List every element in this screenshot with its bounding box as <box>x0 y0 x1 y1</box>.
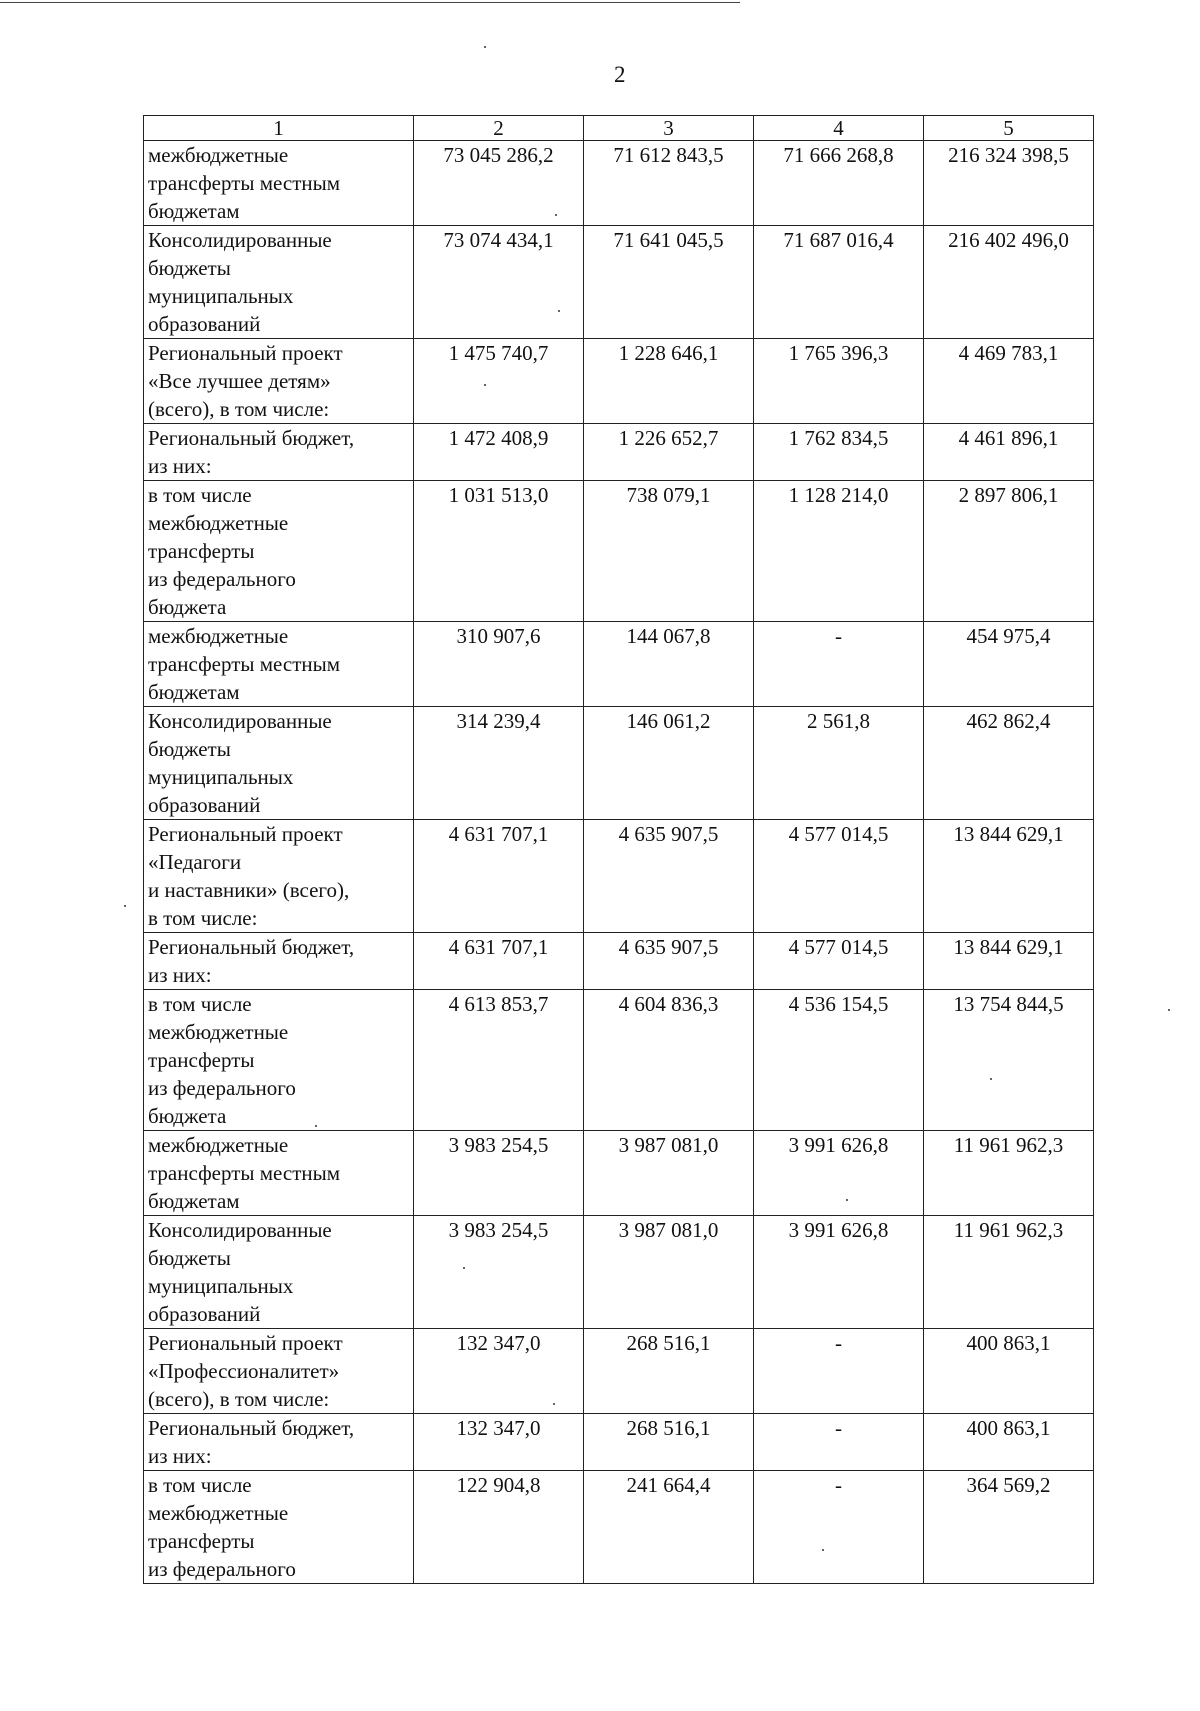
value-cell: 4 613 853,7 <box>414 990 584 1131</box>
value-cell: 3 983 254,5 <box>414 1216 584 1329</box>
value-cell: 364 569,2 <box>924 1471 1094 1584</box>
column-header: 5 <box>924 116 1094 141</box>
column-header: 2 <box>414 116 584 141</box>
value-cell: 4 604 836,3 <box>584 990 754 1131</box>
page-number: 2 <box>614 62 626 87</box>
scan-speck <box>484 384 486 386</box>
row-label: Региональный проект «Все лучшее детям» (всего), в том числе: <box>144 339 414 424</box>
row-label: Региональный бюджет, из них: <box>144 424 414 481</box>
row-label: в том числе межбюджетные трансферты из федерального бюджета <box>144 990 414 1131</box>
row-label: Консолидированные бюджеты муниципальных образований <box>144 1216 414 1329</box>
scan-speck <box>484 46 486 48</box>
table-row <box>144 622 1094 707</box>
value-cell: 2 561,8 <box>754 707 924 820</box>
value-cell: 462 862,4 <box>924 707 1094 820</box>
table-row <box>144 933 1094 990</box>
table-body <box>144 141 1094 1584</box>
scan-speck <box>555 214 557 216</box>
value-cell: 4 577 014,5 <box>754 933 924 990</box>
value-cell: 268 516,1 <box>584 1414 754 1471</box>
row-label: Консолидированные бюджеты муниципальных образований <box>144 226 414 339</box>
value-cell: 71 612 843,5 <box>584 141 754 226</box>
value-cell: - <box>754 1329 924 1414</box>
scan-speck <box>124 905 126 907</box>
value-cell: - <box>754 1471 924 1584</box>
value-cell: 13 754 844,5 <box>924 990 1094 1131</box>
value-cell: 241 664,4 <box>584 1471 754 1584</box>
value-cell: 1 762 834,5 <box>754 424 924 481</box>
table-row <box>144 820 1094 933</box>
value-cell: 3 987 081,0 <box>584 1216 754 1329</box>
value-cell: 3 983 254,5 <box>414 1131 584 1216</box>
value-cell: 146 061,2 <box>584 707 754 820</box>
value-cell: 4 536 154,5 <box>754 990 924 1131</box>
column-header: 3 <box>584 116 754 141</box>
value-cell: 73 074 434,1 <box>414 226 584 339</box>
value-cell: 268 516,1 <box>584 1329 754 1414</box>
value-cell: 4 461 896,1 <box>924 424 1094 481</box>
row-label: в том числе межбюджетные трансферты из федерального бюджета <box>144 481 414 622</box>
row-label: межбюджетные трансферты местным бюджетам <box>144 141 414 226</box>
table-row <box>144 1414 1094 1471</box>
scan-speck <box>990 1078 992 1080</box>
value-cell: 11 961 962,3 <box>924 1131 1094 1216</box>
value-cell: 13 844 629,1 <box>924 820 1094 933</box>
scan-speck <box>822 1549 824 1551</box>
column-header: 4 <box>754 116 924 141</box>
scan-speck <box>846 1199 848 1201</box>
table-row <box>144 990 1094 1131</box>
value-cell: 1 472 408,9 <box>414 424 584 481</box>
value-cell: 71 687 016,4 <box>754 226 924 339</box>
table-row <box>144 1471 1094 1584</box>
value-cell: 4 577 014,5 <box>754 820 924 933</box>
value-cell: 11 961 962,3 <box>924 1216 1094 1329</box>
value-cell: 71 666 268,8 <box>754 141 924 226</box>
value-cell: 1 228 646,1 <box>584 339 754 424</box>
scan-speck <box>315 1125 317 1127</box>
scan-speck <box>558 310 560 312</box>
table-row <box>144 424 1094 481</box>
value-cell: 314 239,4 <box>414 707 584 820</box>
row-label: в том числе межбюджетные трансферты из федерального <box>144 1471 414 1584</box>
table-row <box>144 1329 1094 1414</box>
value-cell: 132 347,0 <box>414 1414 584 1471</box>
table-row <box>144 226 1094 339</box>
value-cell: - <box>754 1414 924 1471</box>
value-cell: 13 844 629,1 <box>924 933 1094 990</box>
value-cell: 1 475 740,7 <box>414 339 584 424</box>
top-scan-line <box>0 2 740 3</box>
table-row <box>144 141 1094 226</box>
table-row <box>144 707 1094 820</box>
value-cell: 3 991 626,8 <box>754 1131 924 1216</box>
scan-speck <box>1168 1009 1170 1011</box>
value-cell: 144 067,8 <box>584 622 754 707</box>
value-cell: 1 128 214,0 <box>754 481 924 622</box>
value-cell: 4 631 707,1 <box>414 820 584 933</box>
value-cell: 122 904,8 <box>414 1471 584 1584</box>
value-cell: 4 469 783,1 <box>924 339 1094 424</box>
value-cell: 4 631 707,1 <box>414 933 584 990</box>
table-row <box>144 339 1094 424</box>
value-cell: 454 975,4 <box>924 622 1094 707</box>
value-cell: 738 079,1 <box>584 481 754 622</box>
row-label: межбюджетные трансферты местным бюджетам <box>144 1131 414 1216</box>
value-cell: 1 031 513,0 <box>414 481 584 622</box>
row-label: Региональный бюджет, из них: <box>144 933 414 990</box>
value-cell: 3 987 081,0 <box>584 1131 754 1216</box>
table-row <box>144 481 1094 622</box>
value-cell: 400 863,1 <box>924 1414 1094 1471</box>
table-row <box>144 1216 1094 1329</box>
row-label: Консолидированные бюджеты муниципальных образований <box>144 707 414 820</box>
scan-speck <box>553 1403 555 1405</box>
column-header: 1 <box>144 116 414 141</box>
table-row <box>144 1131 1094 1216</box>
row-label: межбюджетные трансферты местным бюджетам <box>144 622 414 707</box>
scan-speck <box>463 1267 465 1269</box>
value-cell: - <box>754 622 924 707</box>
value-cell: 400 863,1 <box>924 1329 1094 1414</box>
value-cell: 1 226 652,7 <box>584 424 754 481</box>
row-label: Региональный проект «Профессионалитет» (всего), в том числе: <box>144 1329 414 1414</box>
value-cell: 73 045 286,2 <box>414 141 584 226</box>
row-label: Региональный бюджет, из них: <box>144 1414 414 1471</box>
value-cell: 132 347,0 <box>414 1329 584 1414</box>
value-cell: 216 402 496,0 <box>924 226 1094 339</box>
budget-table <box>143 115 1094 1584</box>
value-cell: 4 635 907,5 <box>584 933 754 990</box>
value-cell: 1 765 396,3 <box>754 339 924 424</box>
value-cell: 3 991 626,8 <box>754 1216 924 1329</box>
row-label: Региональный проект «Педагоги и наставники» (всего), в том числе: <box>144 820 414 933</box>
value-cell: 71 641 045,5 <box>584 226 754 339</box>
value-cell: 216 324 398,5 <box>924 141 1094 226</box>
value-cell: 4 635 907,5 <box>584 820 754 933</box>
value-cell: 2 897 806,1 <box>924 481 1094 622</box>
value-cell: 310 907,6 <box>414 622 584 707</box>
table-header-row <box>144 116 1094 141</box>
